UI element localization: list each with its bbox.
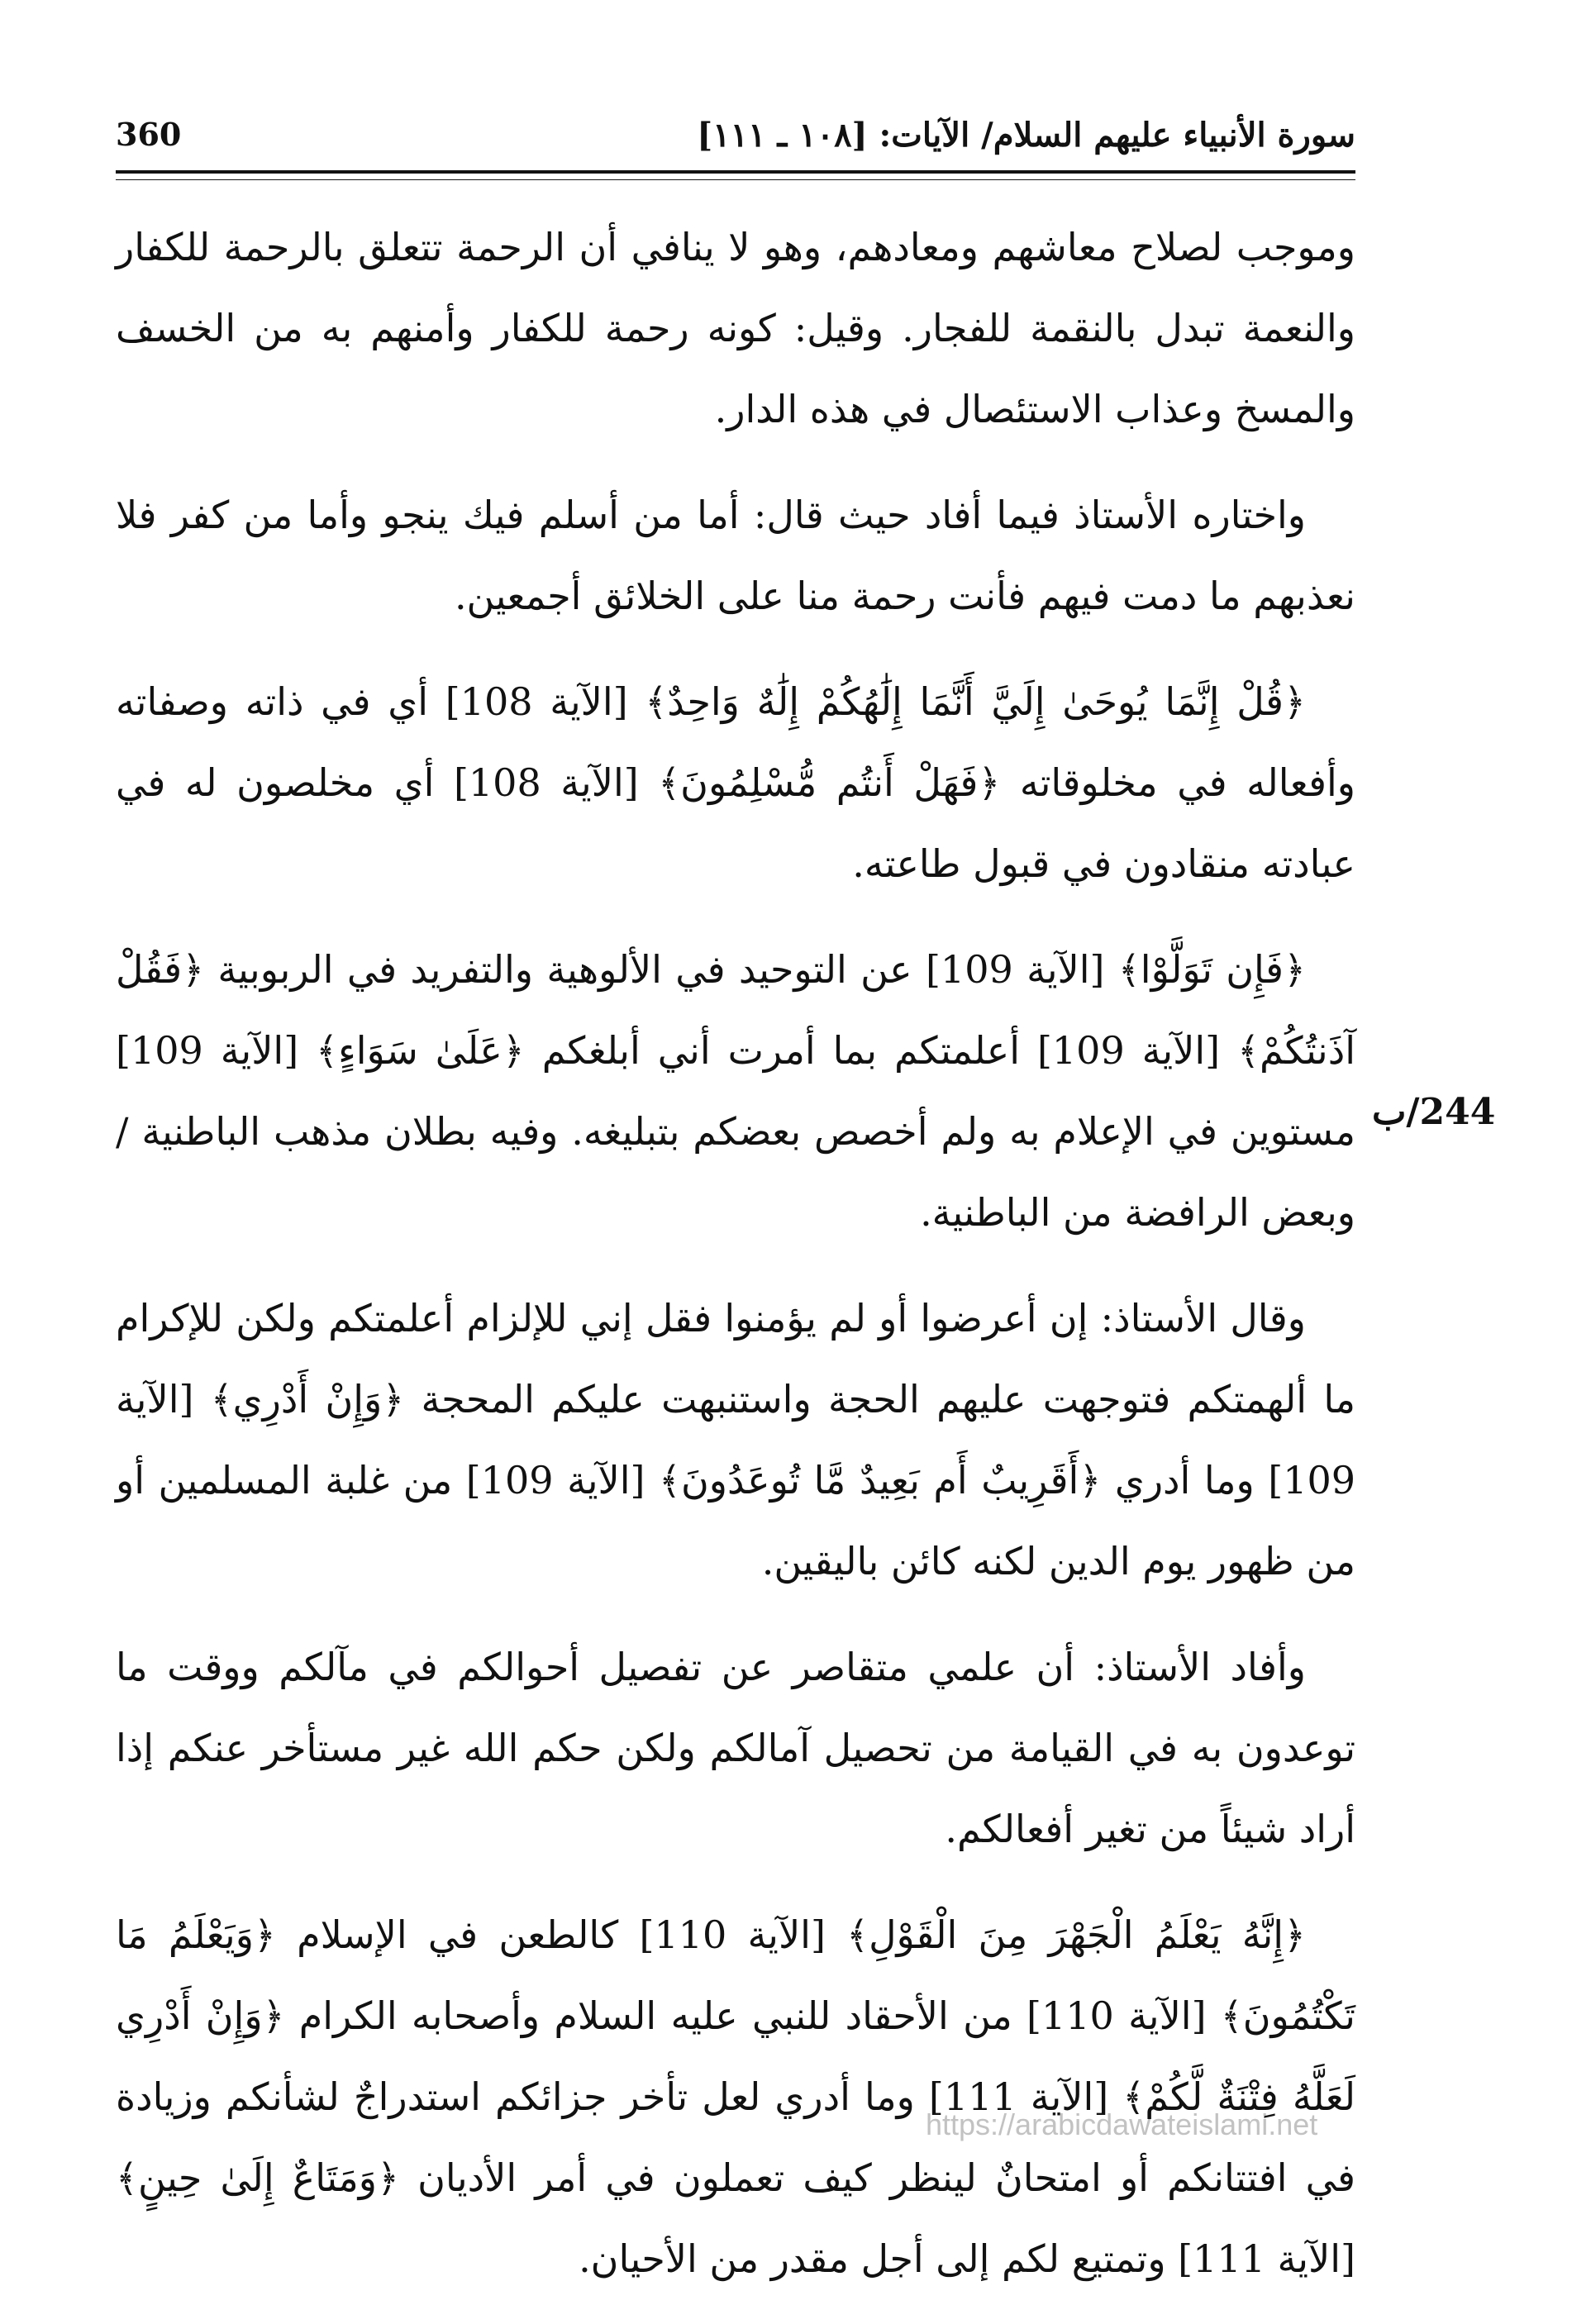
header-rule-thin [116, 179, 1355, 180]
paragraph: وأفاد الأستاذ: أن علمي متقاصر عن تفصيل أحوالكم في مآلكم ووقت ما توعدون به في القيامة من تحصيل آمالكم ولكن حكم الله غير مستأخر عنكم إذا أراد شيئاً من تغير أفعالكم. [116, 1645, 1355, 1851]
running-title: سورة الأنبياء عليهم السلام/ الآيات: [١٠٨ ـ ١١١] [697, 116, 1355, 155]
paragraph: واختاره الأستاذ فيما أفاد حيث قال: أما من أسلم فيك ينجو وأما من كفر فلا نعذبهم ما دمت فيهم فأنت رحمة منا على الخلائق أجمعين. [116, 493, 1355, 618]
watermark-url: https://arabicdawateislami.net [926, 2107, 1318, 2141]
paragraph: ﴿فَإِن تَوَلَّوْا﴾ [الآية 109] عن التوحيد في الألوهية والتفريد في الربوبية ﴿فَقُلْ آذَنتُكُمْ﴾ [الآية 109] أعلمتكم بما أمرت أني أبلغكم ﴿عَلَىٰ سَوَاءٍ﴾ [الآية 109] مستوين في الإعلام به ولم أخصص بعضكم بتبليغه. وفيه بطلان مذهب الباطنية / وبعض الرافضة من الباطنية. [116, 947, 1355, 1235]
paragraph: ﴿إِنَّهُ يَعْلَمُ الْجَهْرَ مِنَ الْقَوْلِ﴾ [الآية 110] كالطعن في الإسلام ﴿وَيَعْلَمُ مَا تَكْتُمُونَ﴾ [الآية 110] من الأحقاد للنبي عليه السلام وأصحابه الكرام ﴿وَإِنْ أَدْرِي لَعَلَّهُ فِتْنَةٌ لَّكُمْ﴾ [الآية 111] وما أدري لعل تأخر جزائكم استدراجٌ لشأنكم وزيادة في افتتانكم أو امتحانٌ لينظر كيف تعملون في أمر الأديان ﴿وَمَتَاعٌ إِلَىٰ حِينٍ﴾ [الآية 111] وتمتيع لكم إلى أجل مقدر من الأحيان. [116, 1912, 1355, 2281]
body-text [116, 207, 1355, 2324]
page-number: 360 [116, 116, 182, 153]
paragraph: وموجب لصلاح معاشهم ومعادهم، وهو لا ينافي أن الرحمة تتعلق بالرحمة للكفار والنعمة تبدل بالنقمة للفجار. وقيل: كونه رحمة للكفار وأمنهم به من الخسف والمسخ وعذاب الاستئصال في هذه الدار. [116, 225, 1355, 431]
paragraph: وقال الأستاذ: إن أعرضوا أو لم يؤمنوا فقل إني للإلزام أعلمتكم ولكن للإكرام ما ألهمتكم فتوجهت عليهم الحجة واستنبهت عليكم المحجة ﴿وَإِنْ أَدْرِي﴾ [الآية 109] وما أدري ﴿أَقَرِيبٌ أَم بَعِيدٌ مَّا تُوعَدُونَ﴾ [الآية 109] من غلبة المسلمين أو من ظهور يوم الدين لكنه كائن باليقين. [116, 1296, 1355, 1583]
paragraph: ﴿قُلْ إِنَّمَا يُوحَىٰ إِلَيَّ أَنَّمَا إِلَٰهُكُمْ إِلَٰهٌ وَاحِدٌ﴾ [الآية 108] أي في ذاته وصفاته وأفعاله في مخلوقاته ﴿فَهَلْ أَنتُم مُّسْلِمُونَ﴾ [الآية 108] أي مخلصون له في عبادته منقادون في قبول طاعته. [116, 679, 1355, 886]
page-header [116, 116, 1355, 165]
header-rule-thick [116, 170, 1355, 174]
manuscript-folio-note: 244/ب [1372, 1091, 1496, 1133]
